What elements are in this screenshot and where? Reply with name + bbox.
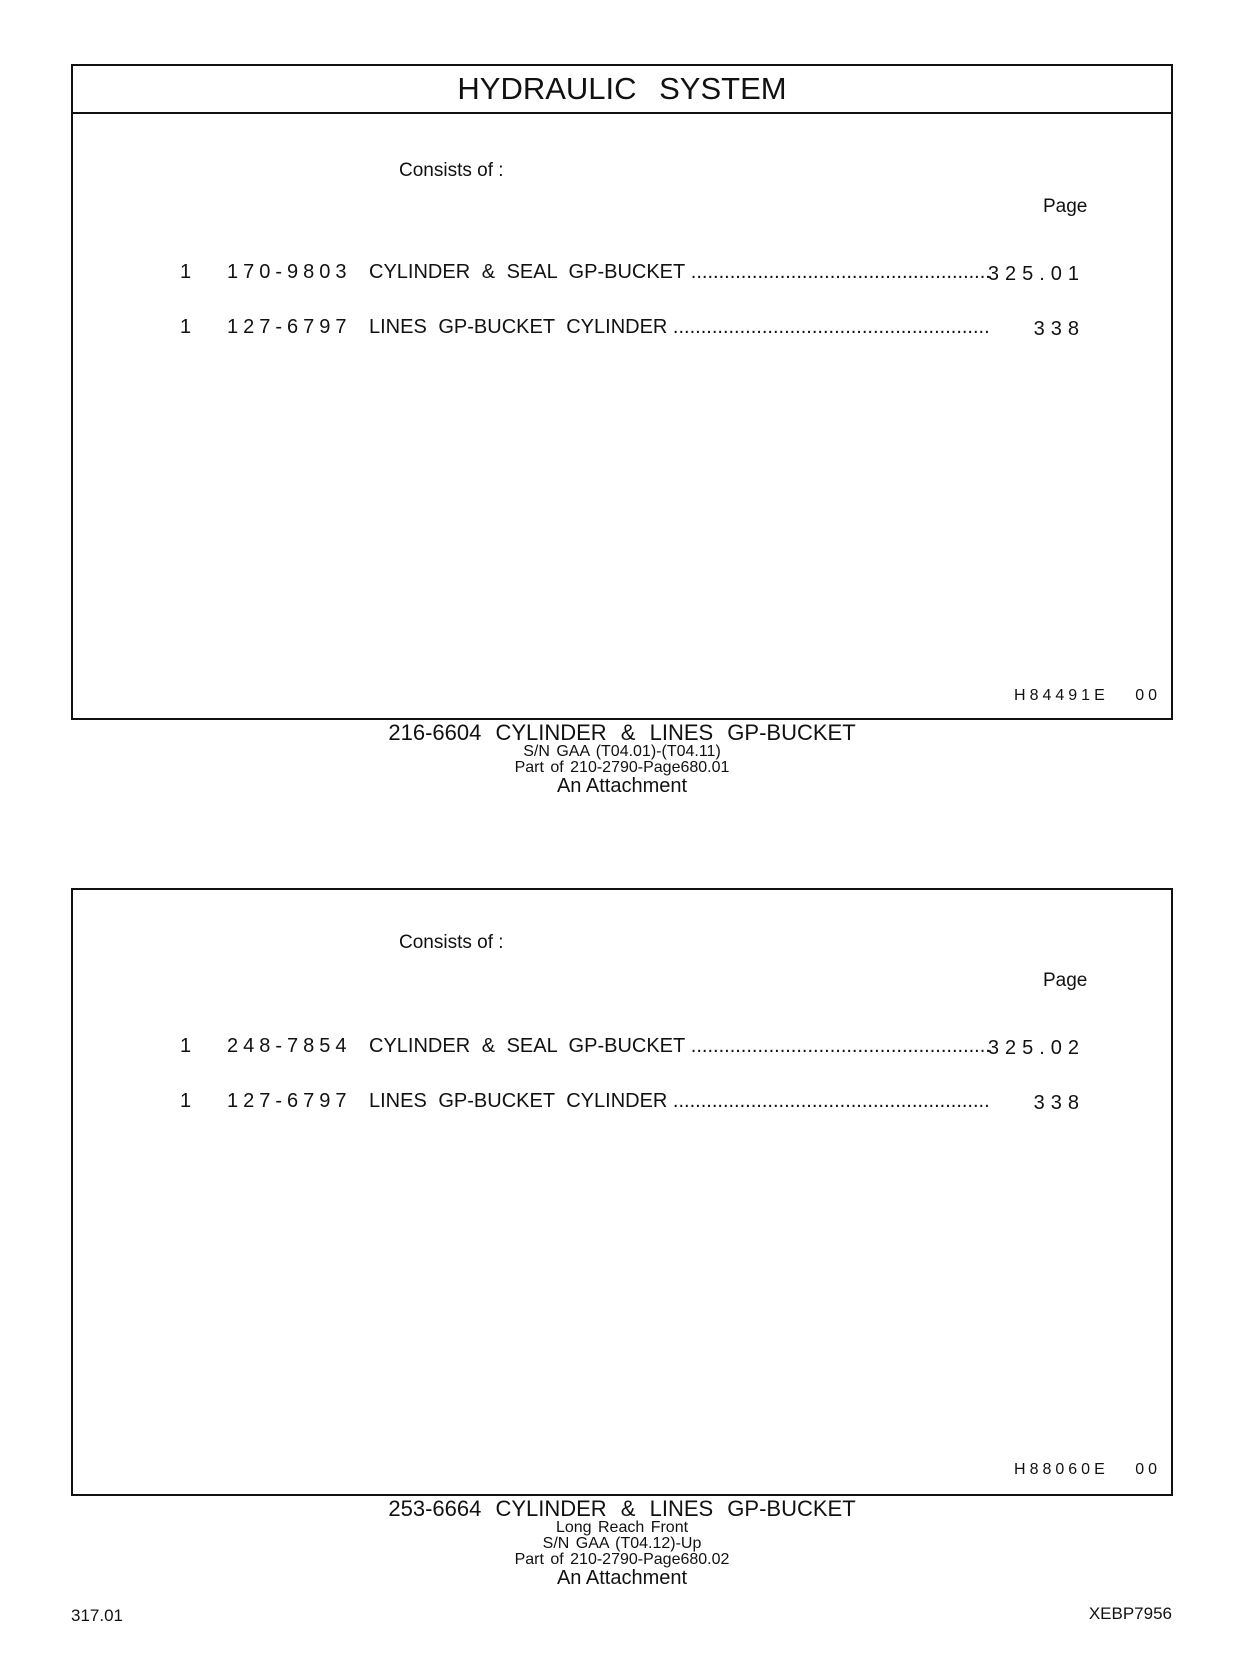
page-column-header: Page — [1043, 196, 1088, 217]
part-number[interactable]: 127-6797 — [227, 316, 352, 338]
variant-note: Long Reach Front — [555, 1519, 689, 1536]
group-title: 253-6664 CYLINDER & LINES GP-BUCKET — [388, 1496, 856, 1521]
section-title: HYDRAULIC SYSTEM — [73, 66, 1171, 114]
page-reference[interactable]: 338 — [1033, 318, 1085, 340]
parts-row — [73, 1035, 1171, 1065]
part-of-reference: Part of 210-2790-Page680.02 — [514, 1551, 730, 1568]
page-reference[interactable]: 338 — [1033, 1092, 1085, 1114]
part-description: CYLINDER & SEAL GP-BUCKET ..... — [369, 261, 989, 284]
part-of-reference: Part of 210-2790-Page680.01 — [514, 759, 730, 776]
part-number[interactable]: 248-7854 — [227, 1035, 352, 1057]
page-reference[interactable]: 325.02 — [987, 1037, 1085, 1059]
parts-row — [73, 316, 1171, 346]
quantity: 1 — [180, 1090, 194, 1112]
illustration-id: H88060E 00 — [1014, 1461, 1161, 1478]
quantity: 1 — [180, 261, 194, 283]
group-title: 216-6604 CYLINDER & LINES GP-BUCKET — [388, 720, 856, 745]
serial-range: S/N GAA (T04.01)-(T04.11) — [523, 743, 721, 760]
quantity: 1 — [180, 1035, 194, 1057]
part-description: LINES GP-BUCKET CYLINDER ..... — [369, 316, 989, 339]
page-reference[interactable]: 325.01 — [987, 263, 1085, 285]
part-number[interactable]: 170-9803 — [227, 261, 352, 283]
group-caption-2 — [71, 1498, 1173, 1588]
footer-doc-id: XEBP7956 — [1088, 1604, 1172, 1623]
consists-of-label: Consists of : — [399, 160, 504, 181]
serial-range: S/N GAA (T04.12)-Up — [542, 1535, 702, 1552]
part-number[interactable]: 127-6797 — [227, 1090, 352, 1112]
attachment-note: An Attachment — [556, 1567, 688, 1589]
part-description: CYLINDER & SEAL GP-BUCKET ..... — [369, 1035, 989, 1058]
attachment-note: An Attachment — [556, 775, 688, 797]
page-column-header: Page — [1043, 970, 1088, 991]
group-caption-1 — [71, 722, 1173, 796]
quantity: 1 — [180, 316, 194, 338]
parts-row — [73, 261, 1171, 291]
consists-of-label: Consists of : — [399, 932, 504, 953]
footer-page-number: 317.01 — [71, 1606, 123, 1625]
parts-group-box-2 — [71, 888, 1173, 1496]
parts-row — [73, 1090, 1171, 1120]
illustration-id: H84491E 00 — [1014, 687, 1161, 704]
part-description: LINES GP-BUCKET CYLINDER ..... — [369, 1090, 989, 1113]
parts-group-box-1 — [71, 64, 1173, 720]
